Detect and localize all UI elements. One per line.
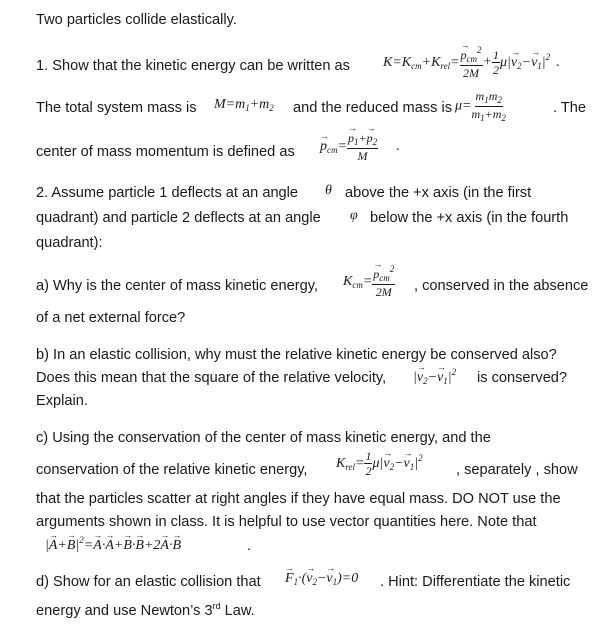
b-line3: Explain. [36, 393, 88, 409]
d-line2-text: energy and use Newton’s 3 [36, 603, 213, 619]
q1-line1: 1. Show that the kinetic energy can be written as [36, 58, 350, 74]
q2-line1b: above the +x axis (in the first [345, 185, 532, 201]
q1-line3: center of mass momentum is defined as [36, 144, 295, 160]
a-line2: of a net external force? [36, 310, 186, 326]
total-mass-equation: $M=m_1+m_2$ [214, 97, 274, 113]
b-line2b: is conserved? [477, 370, 568, 386]
q1-line2b: and the reduced mass is [293, 100, 452, 116]
a-line1: a) Why is the center of mass kinetic energy, [36, 278, 318, 294]
a-line1b: , conserved in the absence [414, 278, 589, 294]
q2-line2b: below the +x axis (in the fourth [370, 210, 569, 226]
d-line1: d) Show for an elastic collision that [36, 574, 261, 590]
c-line2: conservation of the relative kinetic energy, [36, 462, 308, 478]
intro-text: Two particles collide elastically. [36, 12, 237, 28]
d-line2-superscript: rd [212, 601, 221, 611]
d-line2 [36, 596, 255, 621]
q1-line2c: . The [553, 100, 586, 116]
q2-line1: 2. Assume particle 1 deflects at an angle [36, 185, 299, 201]
cm-kinetic-energy-equation: $K_{cm}=$ → $\frac{p_{cm}^2}{2M}$ [343, 265, 395, 298]
q2-line2: quadrant) and particle 2 deflects at an angle [36, 210, 321, 226]
reduced-mass-equation: μ= $\frac{m_1m_2}{m_1+m_2}$ [455, 89, 506, 123]
cm-momentum-equation: → $p_{cm}=$ → $\frac{p_1+\to p_2}{M}$ . [320, 132, 400, 162]
d-line1b: . Hint: Differentiate the kinetic [380, 574, 571, 590]
q1-line2a: The total system mass is [36, 100, 197, 116]
b-line1: b) In an elastic collision, why must the relative kinetic energy be conserved also? [36, 347, 557, 363]
relative-kinetic-energy-equation: $K_{rel}=$ $\frac{1}{2}$ $\mu|\to v_2-\to v_1|^2$ [336, 450, 423, 477]
c-line4: arguments shown in class. It is helpful to use vector quantities here. Note that [36, 514, 537, 530]
d-line2-end: Law. [220, 603, 255, 619]
vector-identity-equation: |→ $A+\to B|^2=\to A\cdot\to A+\to B\cdot\to B+2\to A\cdot\to B$ [45, 535, 181, 554]
c-line2b: , separately , show [456, 462, 578, 478]
force-dot-velocity-equation: → $F_1\cdot(\to v_2-\to v_1)=0$ [285, 571, 358, 587]
b-line2: Does this mean that the square of the relative velocity, [36, 370, 387, 386]
c-line3: that the particles scatter at right angles if they have equal mass. DO NOT use the [36, 491, 561, 507]
q2-line3: quadrant): [36, 235, 103, 251]
c-line1: c) Using the conservation of the center of mass kinetic energy, and the [36, 430, 491, 446]
phi-symbol: φ [350, 208, 358, 223]
kinetic-energy-equation: $K=K_{cm}+K_{rel}=$ → $\frac{p_{cm}^2}{2M}$ + $\frac{1}{2}$ $\mu|\to v_2-\to v_1|^2$ . [383, 46, 560, 79]
relative-velocity-squared: |→ $v_2-\to v_1|^2$ [413, 367, 456, 386]
c-line5-period: . [247, 538, 252, 554]
theta-symbol: θ [325, 183, 332, 198]
